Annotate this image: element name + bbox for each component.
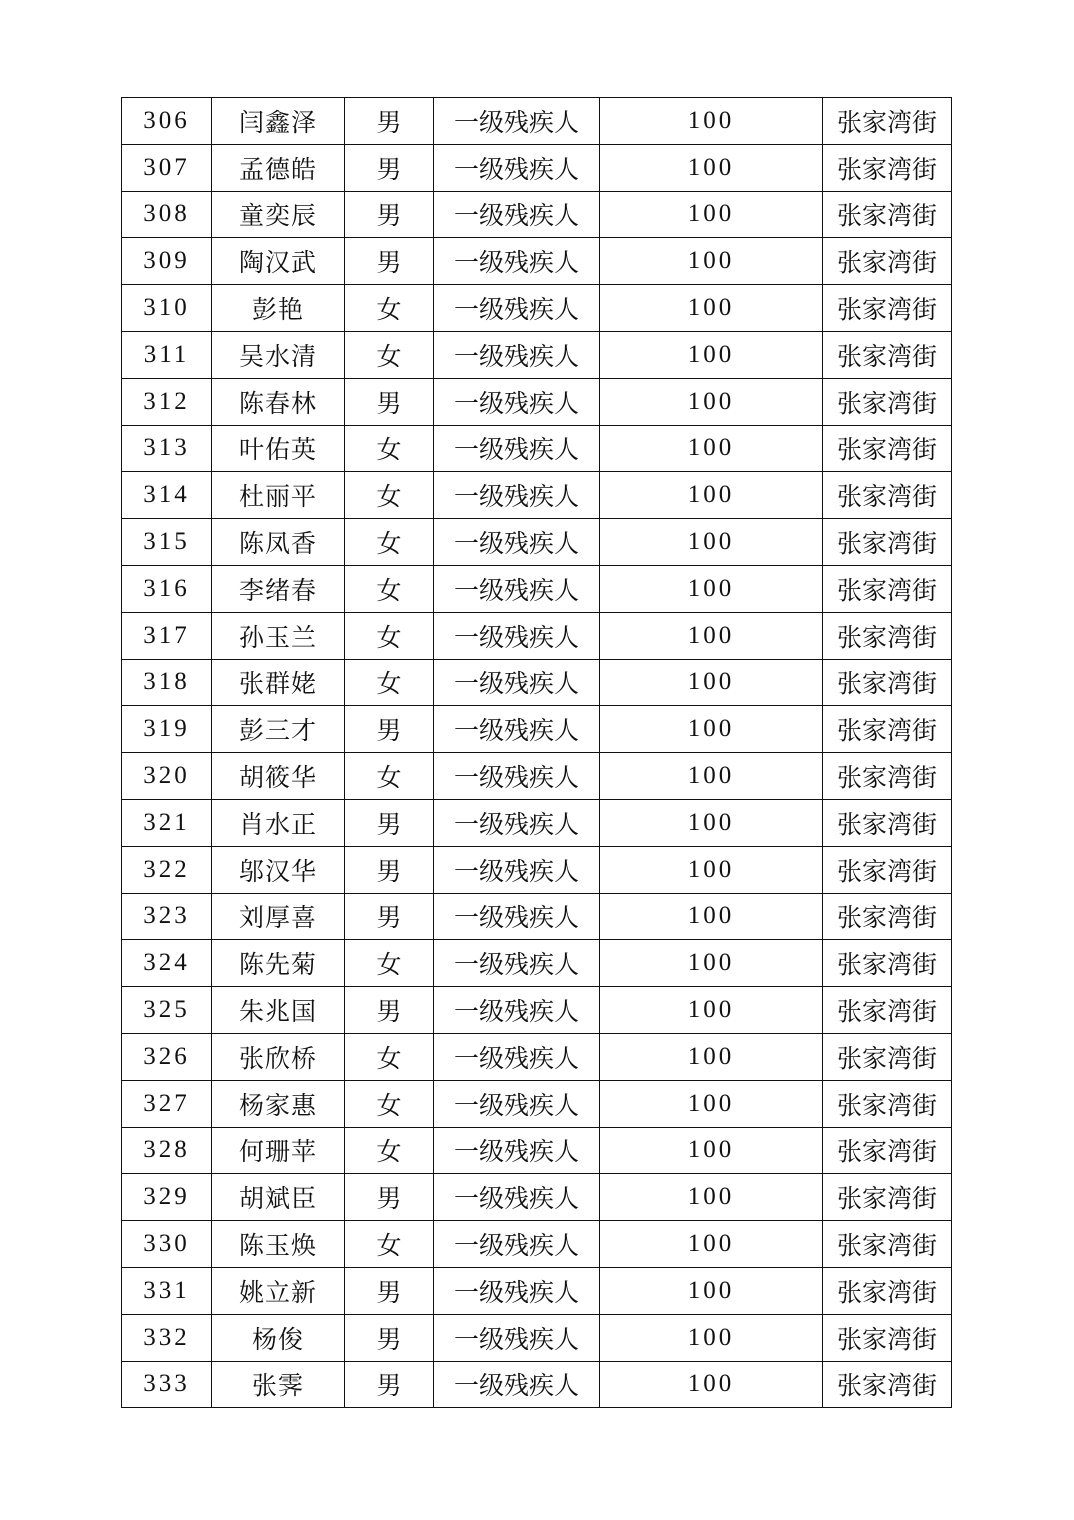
- name-cell: 李绪春: [212, 565, 345, 612]
- street-cell: 张家湾街: [823, 378, 952, 425]
- gender-cell: 女: [345, 1127, 434, 1174]
- amount-cell: 100: [600, 565, 823, 612]
- serial-number-cell: 307: [122, 144, 212, 191]
- serial-number-cell: 313: [122, 425, 212, 472]
- gender-cell: 女: [345, 940, 434, 987]
- table-row: [122, 1080, 952, 1127]
- serial-number-cell: 309: [122, 238, 212, 285]
- category-cell: 一级残疾人: [434, 1221, 600, 1268]
- serial-number-cell: 330: [122, 1221, 212, 1268]
- gender-cell: 女: [345, 1221, 434, 1268]
- gender-cell: 女: [345, 753, 434, 800]
- name-cell: 童奕辰: [212, 191, 345, 238]
- amount-cell: 100: [600, 1361, 823, 1408]
- table-row: [122, 987, 952, 1034]
- serial-number-cell: 321: [122, 799, 212, 846]
- category-cell: 一级残疾人: [434, 1267, 600, 1314]
- amount-cell: 100: [600, 238, 823, 285]
- street-cell: 张家湾街: [823, 144, 952, 191]
- gender-cell: 男: [345, 846, 434, 893]
- name-cell: 陈玉焕: [212, 1221, 345, 1268]
- street-cell: 张家湾街: [823, 1267, 952, 1314]
- category-cell: 一级残疾人: [434, 893, 600, 940]
- amount-cell: 100: [600, 519, 823, 566]
- table-row: [122, 612, 952, 659]
- serial-number-cell: 323: [122, 893, 212, 940]
- serial-number-cell: 306: [122, 98, 212, 145]
- gender-cell: 女: [345, 285, 434, 332]
- name-cell: 叶佑英: [212, 425, 345, 472]
- amount-cell: 100: [600, 612, 823, 659]
- street-cell: 张家湾街: [823, 1080, 952, 1127]
- category-cell: 一级残疾人: [434, 191, 600, 238]
- category-cell: 一级残疾人: [434, 799, 600, 846]
- gender-cell: 男: [345, 706, 434, 753]
- category-cell: 一级残疾人: [434, 753, 600, 800]
- street-cell: 张家湾街: [823, 799, 952, 846]
- serial-number-cell: 314: [122, 472, 212, 519]
- gender-cell: 男: [345, 987, 434, 1034]
- name-cell: 邬汉华: [212, 846, 345, 893]
- amount-cell: 100: [600, 846, 823, 893]
- street-cell: 张家湾街: [823, 612, 952, 659]
- street-cell: 张家湾街: [823, 1361, 952, 1408]
- table-row: [122, 238, 952, 285]
- amount-cell: 100: [600, 1221, 823, 1268]
- gender-cell: 女: [345, 519, 434, 566]
- street-cell: 张家湾街: [823, 659, 952, 706]
- category-cell: 一级残疾人: [434, 1033, 600, 1080]
- name-cell: 闫鑫泽: [212, 98, 345, 145]
- street-cell: 张家湾街: [823, 987, 952, 1034]
- street-cell: 张家湾街: [823, 565, 952, 612]
- amount-cell: 100: [600, 753, 823, 800]
- street-cell: 张家湾街: [823, 706, 952, 753]
- amount-cell: 100: [600, 1080, 823, 1127]
- serial-number-cell: 326: [122, 1033, 212, 1080]
- category-cell: 一级残疾人: [434, 1361, 600, 1408]
- category-cell: 一级残疾人: [434, 659, 600, 706]
- table-row: [122, 98, 952, 145]
- amount-cell: 100: [600, 1033, 823, 1080]
- gender-cell: 男: [345, 1361, 434, 1408]
- category-cell: 一级残疾人: [434, 144, 600, 191]
- name-cell: 陶汉武: [212, 238, 345, 285]
- street-cell: 张家湾街: [823, 98, 952, 145]
- category-cell: 一级残疾人: [434, 285, 600, 332]
- street-cell: 张家湾街: [823, 425, 952, 472]
- street-cell: 张家湾街: [823, 940, 952, 987]
- table-row: [122, 191, 952, 238]
- amount-cell: 100: [600, 191, 823, 238]
- recipient-table: [121, 97, 952, 1408]
- street-cell: 张家湾街: [823, 1221, 952, 1268]
- name-cell: 张霁: [212, 1361, 345, 1408]
- street-cell: 张家湾街: [823, 1314, 952, 1361]
- street-cell: 张家湾街: [823, 331, 952, 378]
- table-row: [122, 1267, 952, 1314]
- amount-cell: 100: [600, 472, 823, 519]
- category-cell: 一级残疾人: [434, 98, 600, 145]
- name-cell: 刘厚喜: [212, 893, 345, 940]
- table-row: [122, 144, 952, 191]
- gender-cell: 男: [345, 378, 434, 425]
- amount-cell: 100: [600, 1174, 823, 1221]
- table-row: [122, 846, 952, 893]
- amount-cell: 100: [600, 144, 823, 191]
- gender-cell: 男: [345, 191, 434, 238]
- serial-number-cell: 331: [122, 1267, 212, 1314]
- gender-cell: 男: [345, 893, 434, 940]
- gender-cell: 男: [345, 799, 434, 846]
- table-row: [122, 706, 952, 753]
- street-cell: 张家湾街: [823, 519, 952, 566]
- category-cell: 一级残疾人: [434, 846, 600, 893]
- gender-cell: 男: [345, 1314, 434, 1361]
- category-cell: 一级残疾人: [434, 519, 600, 566]
- amount-cell: 100: [600, 799, 823, 846]
- street-cell: 张家湾街: [823, 846, 952, 893]
- street-cell: 张家湾街: [823, 238, 952, 285]
- name-cell: 彭艳: [212, 285, 345, 332]
- table-row: [122, 940, 952, 987]
- gender-cell: 女: [345, 331, 434, 378]
- street-cell: 张家湾街: [823, 472, 952, 519]
- table-row: [122, 1361, 952, 1408]
- serial-number-cell: 320: [122, 753, 212, 800]
- serial-number-cell: 315: [122, 519, 212, 566]
- name-cell: 吴水清: [212, 331, 345, 378]
- gender-cell: 女: [345, 612, 434, 659]
- table-row: [122, 799, 952, 846]
- category-cell: 一级残疾人: [434, 1174, 600, 1221]
- serial-number-cell: 318: [122, 659, 212, 706]
- name-cell: 孙玉兰: [212, 612, 345, 659]
- street-cell: 张家湾街: [823, 1174, 952, 1221]
- serial-number-cell: 324: [122, 940, 212, 987]
- table-row: [122, 331, 952, 378]
- serial-number-cell: 325: [122, 987, 212, 1034]
- amount-cell: 100: [600, 987, 823, 1034]
- category-cell: 一级残疾人: [434, 1080, 600, 1127]
- category-cell: 一级残疾人: [434, 1314, 600, 1361]
- amount-cell: 100: [600, 1127, 823, 1174]
- name-cell: 胡斌臣: [212, 1174, 345, 1221]
- serial-number-cell: 312: [122, 378, 212, 425]
- category-cell: 一级残疾人: [434, 378, 600, 425]
- amount-cell: 100: [600, 893, 823, 940]
- table-row: [122, 753, 952, 800]
- gender-cell: 男: [345, 98, 434, 145]
- serial-number-cell: 322: [122, 846, 212, 893]
- name-cell: 陈先菊: [212, 940, 345, 987]
- amount-cell: 100: [600, 659, 823, 706]
- name-cell: 彭三才: [212, 706, 345, 753]
- amount-cell: 100: [600, 98, 823, 145]
- table-body: [122, 98, 952, 1408]
- table-row: [122, 893, 952, 940]
- street-cell: 张家湾街: [823, 191, 952, 238]
- table-row: [122, 659, 952, 706]
- street-cell: 张家湾街: [823, 1127, 952, 1174]
- street-cell: 张家湾街: [823, 753, 952, 800]
- serial-number-cell: 328: [122, 1127, 212, 1174]
- document-page: [121, 97, 951, 1408]
- amount-cell: 100: [600, 1267, 823, 1314]
- gender-cell: 男: [345, 238, 434, 285]
- serial-number-cell: 327: [122, 1080, 212, 1127]
- table-row: [122, 425, 952, 472]
- category-cell: 一级残疾人: [434, 612, 600, 659]
- serial-number-cell: 332: [122, 1314, 212, 1361]
- serial-number-cell: 316: [122, 565, 212, 612]
- category-cell: 一级残疾人: [434, 1127, 600, 1174]
- table-row: [122, 519, 952, 566]
- name-cell: 朱兆国: [212, 987, 345, 1034]
- gender-cell: 女: [345, 425, 434, 472]
- name-cell: 杨俊: [212, 1314, 345, 1361]
- name-cell: 胡筱华: [212, 753, 345, 800]
- table-row: [122, 285, 952, 332]
- table-row: [122, 1314, 952, 1361]
- amount-cell: 100: [600, 378, 823, 425]
- amount-cell: 100: [600, 1314, 823, 1361]
- gender-cell: 女: [345, 1080, 434, 1127]
- serial-number-cell: 317: [122, 612, 212, 659]
- table-row: [122, 472, 952, 519]
- category-cell: 一级残疾人: [434, 987, 600, 1034]
- gender-cell: 女: [345, 565, 434, 612]
- name-cell: 张欣桥: [212, 1033, 345, 1080]
- category-cell: 一级残疾人: [434, 706, 600, 753]
- name-cell: 杨家惠: [212, 1080, 345, 1127]
- serial-number-cell: 329: [122, 1174, 212, 1221]
- name-cell: 何珊苹: [212, 1127, 345, 1174]
- name-cell: 杜丽平: [212, 472, 345, 519]
- name-cell: 姚立新: [212, 1267, 345, 1314]
- serial-number-cell: 333: [122, 1361, 212, 1408]
- category-cell: 一级残疾人: [434, 238, 600, 285]
- amount-cell: 100: [600, 706, 823, 753]
- category-cell: 一级残疾人: [434, 940, 600, 987]
- name-cell: 张群姥: [212, 659, 345, 706]
- amount-cell: 100: [600, 940, 823, 987]
- serial-number-cell: 319: [122, 706, 212, 753]
- table-row: [122, 1127, 952, 1174]
- gender-cell: 女: [345, 659, 434, 706]
- street-cell: 张家湾街: [823, 1033, 952, 1080]
- name-cell: 孟德皓: [212, 144, 345, 191]
- category-cell: 一级残疾人: [434, 331, 600, 378]
- serial-number-cell: 310: [122, 285, 212, 332]
- table-row: [122, 1033, 952, 1080]
- name-cell: 肖水正: [212, 799, 345, 846]
- street-cell: 张家湾街: [823, 893, 952, 940]
- gender-cell: 女: [345, 1033, 434, 1080]
- amount-cell: 100: [600, 425, 823, 472]
- category-cell: 一级残疾人: [434, 472, 600, 519]
- name-cell: 陈春林: [212, 378, 345, 425]
- serial-number-cell: 308: [122, 191, 212, 238]
- gender-cell: 男: [345, 1267, 434, 1314]
- table-row: [122, 1221, 952, 1268]
- table-row: [122, 565, 952, 612]
- gender-cell: 男: [345, 1174, 434, 1221]
- category-cell: 一级残疾人: [434, 425, 600, 472]
- amount-cell: 100: [600, 285, 823, 332]
- gender-cell: 女: [345, 472, 434, 519]
- serial-number-cell: 311: [122, 331, 212, 378]
- category-cell: 一级残疾人: [434, 565, 600, 612]
- gender-cell: 男: [345, 144, 434, 191]
- table-row: [122, 1174, 952, 1221]
- name-cell: 陈凤香: [212, 519, 345, 566]
- amount-cell: 100: [600, 331, 823, 378]
- street-cell: 张家湾街: [823, 285, 952, 332]
- table-row: [122, 378, 952, 425]
